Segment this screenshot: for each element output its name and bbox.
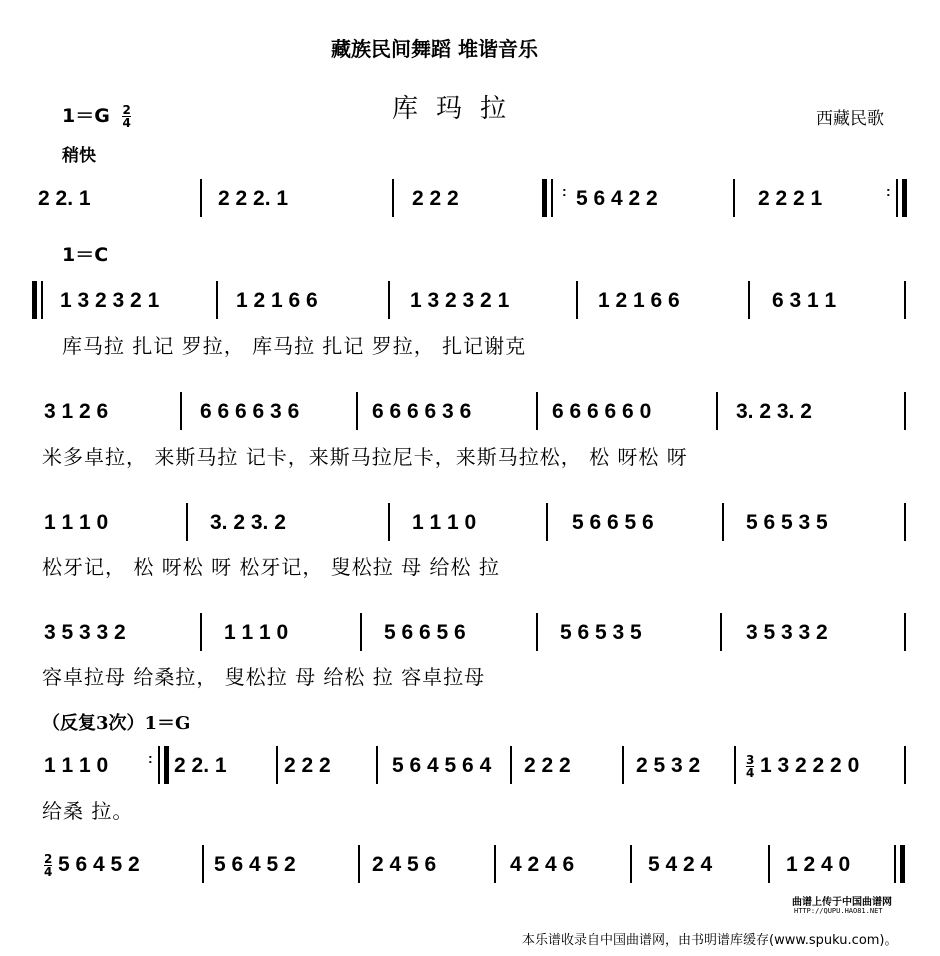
- measure: 6 6 6 6 6 0: [552, 400, 652, 423]
- key-signature: [62, 101, 131, 129]
- time-signature-denominator: 4: [44, 865, 53, 879]
- bar-line: [358, 845, 360, 883]
- repeat-dots: :: [886, 183, 891, 199]
- measure: 1 3 2 2 2 0: [760, 754, 860, 777]
- lyrics-row-6: 给桑 拉。: [42, 799, 134, 823]
- measure: 5 6 4 5 6 4: [392, 754, 492, 777]
- bar-line: [546, 503, 548, 541]
- staff-row-7: [0, 851, 940, 891]
- measure: 3 1 2 6: [44, 400, 109, 423]
- staff-row-6: [0, 752, 940, 792]
- measure: 2 2 2 1: [758, 187, 823, 210]
- measure: 3. 2 3. 2: [736, 400, 812, 423]
- measure: 5 6 4 5 2: [214, 853, 296, 876]
- key-signature-text: 1＝G: [62, 105, 110, 127]
- time-signature-numerator: 3: [746, 753, 755, 767]
- bar-line: [356, 392, 358, 430]
- bar-line: [200, 613, 202, 651]
- measure: 6 3 1 1: [772, 289, 837, 312]
- bar-line: [904, 503, 906, 541]
- song-title: 库玛拉: [392, 94, 525, 124]
- measure: 5 6 5 3 5: [746, 511, 828, 534]
- time-signature-denominator: 4: [746, 766, 755, 780]
- bar-line: [202, 845, 204, 883]
- bar-line: [392, 179, 394, 217]
- repeat-end: [902, 179, 907, 217]
- bar-line: [716, 392, 718, 430]
- measure: 1 3 2 3 2 1: [410, 289, 510, 312]
- collection-header: 藏族民间舞蹈 堆谐音乐: [331, 37, 538, 61]
- measure: 2 2 2: [284, 754, 331, 777]
- bar-line: [200, 179, 202, 217]
- staff-row-4: [0, 509, 940, 549]
- repeat-instruction: （反复3次）1＝G: [42, 713, 191, 734]
- bar-line: [733, 179, 735, 217]
- time-signature-numerator: 2: [44, 852, 53, 866]
- repeat-end: [164, 746, 169, 784]
- bar-line: [216, 281, 218, 319]
- bar-line: [276, 746, 278, 784]
- bar-line: [186, 503, 188, 541]
- measure: 1 1 1 0: [44, 511, 109, 534]
- bar-line: [510, 746, 512, 784]
- bar-line: [894, 845, 896, 883]
- bar-line: [388, 281, 390, 319]
- bar-line: [360, 613, 362, 651]
- measure: 1 3 2 3 2 1: [60, 289, 160, 312]
- measure: 1 1 1 0: [44, 754, 109, 777]
- measure: 5 6 4 5 2: [58, 853, 140, 876]
- bar-line: [158, 746, 160, 784]
- lyrics-row-5: 容卓拉母 给桑拉， 叟松拉 母 给松 拉 容卓拉母: [42, 665, 486, 689]
- bar-line: [748, 281, 750, 319]
- bar-line: [180, 392, 182, 430]
- time-signature-denominator: 4: [122, 116, 131, 130]
- bar-line: [904, 613, 906, 651]
- bar-line: [536, 392, 538, 430]
- bar-line: [720, 613, 722, 651]
- measure: 1 2 4 0: [786, 853, 851, 876]
- staff-row-5: [0, 619, 940, 659]
- time-signature-change: [44, 853, 52, 878]
- tempo-marking: 稍快: [62, 146, 96, 166]
- measure: 4 2 4 6: [510, 853, 575, 876]
- repeat-dots: :: [148, 750, 153, 766]
- bar-line: [41, 281, 43, 319]
- measure: 3. 2 3. 2: [210, 511, 286, 534]
- source-stamp-url: HTTP://QUPU.HAO81.NET: [794, 907, 883, 915]
- footer-note: 本乐谱收录自中国曲谱网，由书明谱库缓存(www.spuku.com)。: [522, 933, 898, 948]
- staff-row-2: [0, 287, 940, 327]
- measure: 5 6 4 2 2: [576, 187, 658, 210]
- measure: 2 4 5 6: [372, 853, 437, 876]
- lyrics-row-2: 库马拉 扎记 罗拉， 库马拉 扎记 罗拉， 扎记谢克: [62, 334, 527, 358]
- repeat-start: [32, 281, 37, 319]
- bar-line: [376, 746, 378, 784]
- measure: 2 2. 1: [38, 187, 91, 210]
- lyrics-row-3: 米多卓拉， 来斯马拉 记卡，来斯马拉尼卡，来斯马拉松， 松 呀松 呀: [42, 445, 688, 469]
- measure: 2 2 2. 1: [218, 187, 289, 210]
- song-origin: 西藏民歌: [816, 109, 884, 129]
- measure: 2 2 2: [524, 754, 571, 777]
- staff-row-1: [0, 185, 940, 225]
- bar-line: [768, 845, 770, 883]
- measure: 6 6 6 6 3 6: [200, 400, 300, 423]
- key-change-c: 1＝C: [62, 244, 109, 266]
- bar-line: [734, 746, 736, 784]
- bar-line: [722, 503, 724, 541]
- measure: 5 6 5 3 5: [560, 621, 642, 644]
- measure: 2 2. 1: [174, 754, 227, 777]
- bar-line: [536, 613, 538, 651]
- bar-line: [630, 845, 632, 883]
- measure: 1 2 1 6 6: [598, 289, 680, 312]
- repeat-dots: :: [562, 183, 567, 199]
- source-stamp: 曲谱上传于中国曲谱网: [792, 897, 892, 908]
- lyrics-row-4: 松牙记， 松 呀松 呀 松牙记， 叟松拉 母 给松 拉: [42, 555, 500, 579]
- final-bar: [900, 845, 905, 883]
- bar-line: [388, 503, 390, 541]
- measure: 3 5 3 3 2: [44, 621, 126, 644]
- measure: 5 4 2 4: [648, 853, 713, 876]
- time-signature-numerator: 2: [122, 103, 131, 117]
- measure: 6 6 6 6 3 6: [372, 400, 472, 423]
- time-signature-change: [746, 754, 754, 779]
- bar-line: [896, 179, 898, 217]
- measure: 3 5 3 3 2: [746, 621, 828, 644]
- bar-line: [551, 179, 553, 217]
- bar-line: [904, 281, 906, 319]
- bar-line: [576, 281, 578, 319]
- bar-line: [904, 746, 906, 784]
- measure: 2 5 3 2: [636, 754, 701, 777]
- bar-line: [622, 746, 624, 784]
- time-signature: [122, 104, 130, 129]
- bar-line: [904, 392, 906, 430]
- measure: 1 2 1 6 6: [236, 289, 318, 312]
- staff-row-3: [0, 398, 940, 438]
- measure: 5 6 6 5 6: [384, 621, 466, 644]
- measure: 2 2 2: [412, 187, 459, 210]
- measure: 1 1 1 0: [224, 621, 289, 644]
- repeat-start: [542, 179, 547, 217]
- bar-line: [494, 845, 496, 883]
- measure: 1 1 1 0: [412, 511, 477, 534]
- measure: 5 6 6 5 6: [572, 511, 654, 534]
